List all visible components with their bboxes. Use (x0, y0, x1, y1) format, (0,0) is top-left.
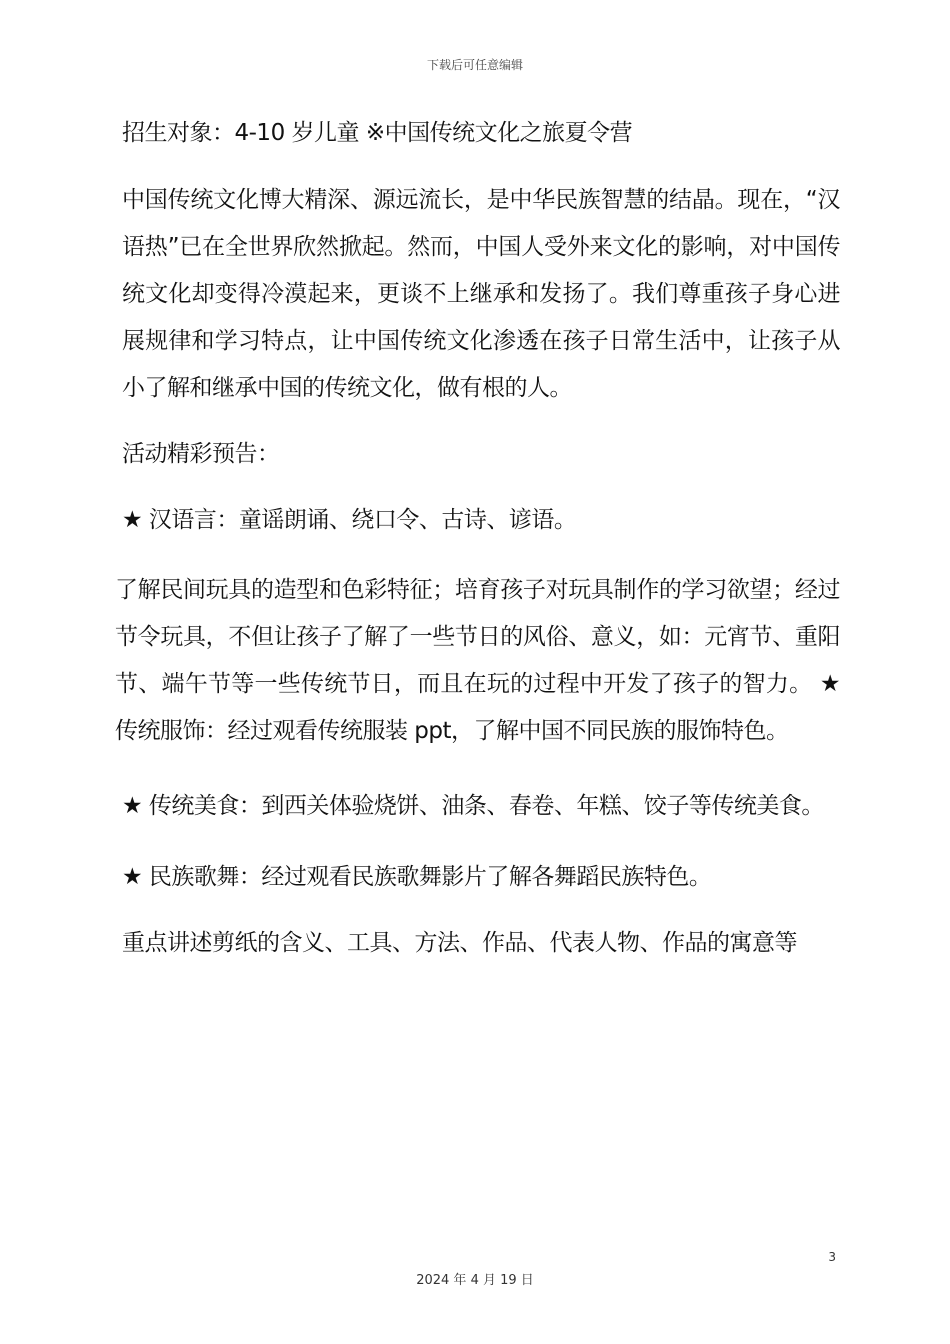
intro-paragraph: 中国传统文化博大精深、源远流长，是中华民族智慧的结晶。现在，“汉语热”已在全世界欣然掀起。然而，中国人受外来文化的影响，对中国传统文化却变得冷漠起来，更谈不上继承和发扬了。我们尊重孩子身心进展规律和学习特点，让中国传统文化渗透在孩子日常生活中，让孩子从小了解和继承中国的传统文化，做有根的人。 (122, 187, 840, 401)
header-note: 下载后可任意编辑 (426, 58, 523, 72)
page-number: 3 (828, 1250, 836, 1264)
item-language: ★ 汉语言：童谣朗诵、绕口令、古诗、谚语。 (122, 507, 577, 533)
document-title: 招生对象：4-10 岁儿童 ※中国传统文化之旅夏令营 (122, 120, 633, 146)
papercut-paragraph: 重点讲述剪纸的含义、工具、方法、作品、代表人物、作品的寓意等 (122, 930, 797, 956)
toys-paragraph: 了解民间玩具的造型和色彩特征；培育孩子对玩具制作的学习欲望；经过节令玩具，不但让孩子了解了一些节日的风俗、意义，如：元宵节、重阳节、端午节等一些传统节日，而且在玩的过程中开发了孩子的智力。 ★ 传统服饰：经过观看传统服装 ppt，了解中国不同民族的服饰特色。 (115, 577, 840, 744)
preview-heading: 活动精彩预告： (122, 441, 280, 467)
footer-date: 2024 年 4 月 19 日 (416, 1273, 534, 1288)
item-food: ★ 传统美食：到西关体验烧饼、油条、春卷、年糕、饺子等传统美食。 (122, 793, 824, 819)
document-body (115, 114, 840, 962)
item-dance: ★ 民族歌舞：经过观看民族歌舞影片了解各舞蹈民族特色。 (122, 864, 712, 890)
